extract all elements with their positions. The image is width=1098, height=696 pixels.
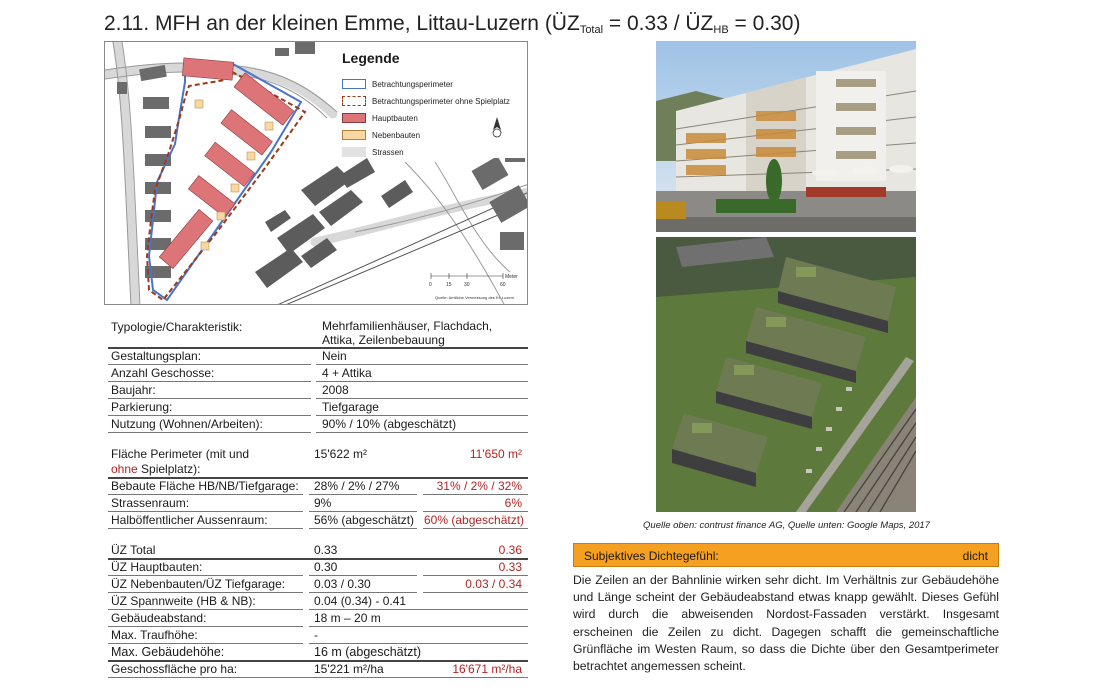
divider [309,592,417,593]
divider [423,528,528,529]
legend-label: Hauptbauten [372,113,418,123]
divider [316,415,528,416]
divider [108,626,303,627]
table-row-value: 0.04 (0.34) - 0.41 [314,594,407,608]
table-row-label: Max. Traufhöhe: [111,628,198,642]
divider [108,381,311,382]
legend-swatch [342,147,366,157]
divider [108,528,303,529]
divider [108,398,311,399]
divider [108,592,303,593]
table-row-value: 0.30 [314,560,338,574]
table-row-value-alt: 31% / 2% / 32% [436,479,522,493]
table-row-value: Nein [322,349,347,363]
divider [309,494,417,495]
divider [423,592,528,593]
legend-swatch [342,96,366,106]
divider [108,511,303,512]
assessment-text: Die Zeilen an der Bahnlinie wirken sehr dicht. Im Verhältnis zur Gebäudehöhe und Länge scheint der Gebäudeabstand etwas knapp gewählt. Dieses Gefühl wird durch die abweisenden Nordost-Fassaden verstärkt. Insgesamt erscheinen die Zeilen zu dicht. Dagegen schafft die gemeinschaftliche Grünfläche im Westen Raum, so dass die Dichte über den Gesamtperimeter betrachtet angemessen scheint. [573,573,999,674]
legend-swatch [342,130,366,140]
table-row-label: Baujahr: [111,383,156,397]
table-row-label: Bebaute Fläche HB/NB/Tiefgarage: [111,479,299,493]
scale-bar [431,273,503,279]
table-row-value: 18 m – 20 m [314,611,381,625]
table-row-label: Nutzung (Wohnen/Arbeiten): [111,417,263,431]
table-row-value: 4 + Attika [322,366,372,380]
divider [423,511,528,512]
divider [108,415,311,416]
table-row-value: 0.03 / 0.30 [314,577,371,591]
table-row-label: ÜZ Hauptbauten: [111,560,203,574]
typology-label: Typologie/Charakteristik: [111,320,243,334]
site-plan-map [104,41,528,305]
legend-swatch [342,113,366,123]
legend-swatch [342,79,366,89]
table-row-label: Gebäudeabstand: [111,611,207,625]
table-row-label: Strassenraum: [111,496,190,510]
divider [108,575,303,576]
table-row-value: 28% / 2% / 27% [314,479,400,493]
legend-item [342,146,404,158]
area-label-line2: ohne Spielplatz): [111,462,201,476]
table-row-value: 90% / 10% (abgeschätzt) [322,417,457,431]
divider [108,677,528,678]
divider [309,643,528,644]
divider [108,432,311,433]
scale-unit: Meter [505,274,518,280]
table-row-label: Gestaltungsplan: [111,349,202,363]
area-value-with-playground: 15'622 m² [314,447,367,461]
legend-item [342,78,453,90]
table-row-value: Tiefgarage [322,400,379,414]
aerial-view-photo [656,237,916,512]
table-row-label: Anzahl Geschosse: [111,366,215,380]
divider [108,609,303,610]
divider [316,381,528,382]
map-legend [338,48,528,158]
divider [309,511,417,512]
table-row-value-alt: 60% (abgeschätzt) [424,513,525,527]
table-row-value: 9% [314,496,332,510]
scale-label: 15 [446,282,452,288]
subjective-density-bar [573,543,999,567]
table-row-value: 0.33 [314,543,338,557]
map-credit: Quelle: Amtliche Vermessung des Kt. Luzern [435,295,515,300]
divider [316,398,528,399]
subjective-density-value: dicht [962,549,988,563]
divider [309,626,528,627]
divider [309,528,417,529]
table-row-label: ÜZ Total [111,543,156,557]
typology-value: Mehrfamilienhäuser, Flachdach, Attika, Zeilenbebauung [322,319,493,347]
table-row-value: 2008 [322,383,349,397]
table-row-value-alt: 16'671 m²/ha [452,662,522,676]
scale-label: 0 [429,282,432,288]
scale-label: 60 [500,282,506,288]
table-row-label: Halböffentlicher Aussenraum: [111,513,268,527]
divider [423,575,528,576]
divider [423,494,528,495]
divider [108,494,303,495]
table-row-label: Max. Gebäudehöhe: [111,645,225,659]
building-facade-photo [656,41,916,232]
subjective-density-label: Subjektives Dichtegefühl: [584,549,719,563]
photo-caption: Quelle oben: contrust finance AG, Quelle unten: Google Maps, 2017 [643,520,930,531]
legend-label: Strassen [372,147,404,157]
divider [316,364,528,365]
legend-label: Betrachtungsperimeter [372,79,453,89]
table-row-value-alt: 0.33 [498,560,522,574]
divider [108,364,311,365]
table-row-label: Geschossfläche pro ha: [111,662,238,676]
table-row-label: ÜZ Nebenbauten/ÜZ Tiefgarage: [111,577,286,591]
table-row-value: - [314,628,318,642]
legend-title: Legende [342,50,400,66]
legend-item [342,112,418,124]
divider [309,609,528,610]
divider [316,432,528,433]
area-value-without-playground: 11'650 m² [469,447,522,461]
divider [108,643,303,644]
table-row-value: 56% (abgeschätzt) [314,513,415,527]
divider [309,575,417,576]
table-row-label: ÜZ Spannweite (HB & NB): [111,594,256,608]
page-title: 2.11. MFH an der kleinen Emme, Littau-Luzern ($ÜZ_{Total} = 0.33$ / $ÜZ_{HB} = 0.30$) [104,12,801,36]
table-row-value: 15'221 m²/ha [314,662,384,676]
area-label-line1: Fläche Perimeter (mit und [111,447,250,461]
legend-item [342,95,510,107]
north-arrow-icon [490,114,504,140]
legend-label: Betrachtungsperimeter ohne Spielplatz [372,96,510,106]
table-row-value-alt: 6% [504,496,522,510]
table-row-label: Parkierung: [111,400,173,414]
table-row-value: 16 m (abgeschätzt) [314,645,421,659]
scale-label: 30 [464,282,470,288]
table-row-value-alt: 0.36 [498,543,522,557]
legend-item [342,129,420,141]
table-row-value-alt: 0.03 / 0.34 [465,577,522,591]
legend-label: Nebenbauten [372,130,421,140]
